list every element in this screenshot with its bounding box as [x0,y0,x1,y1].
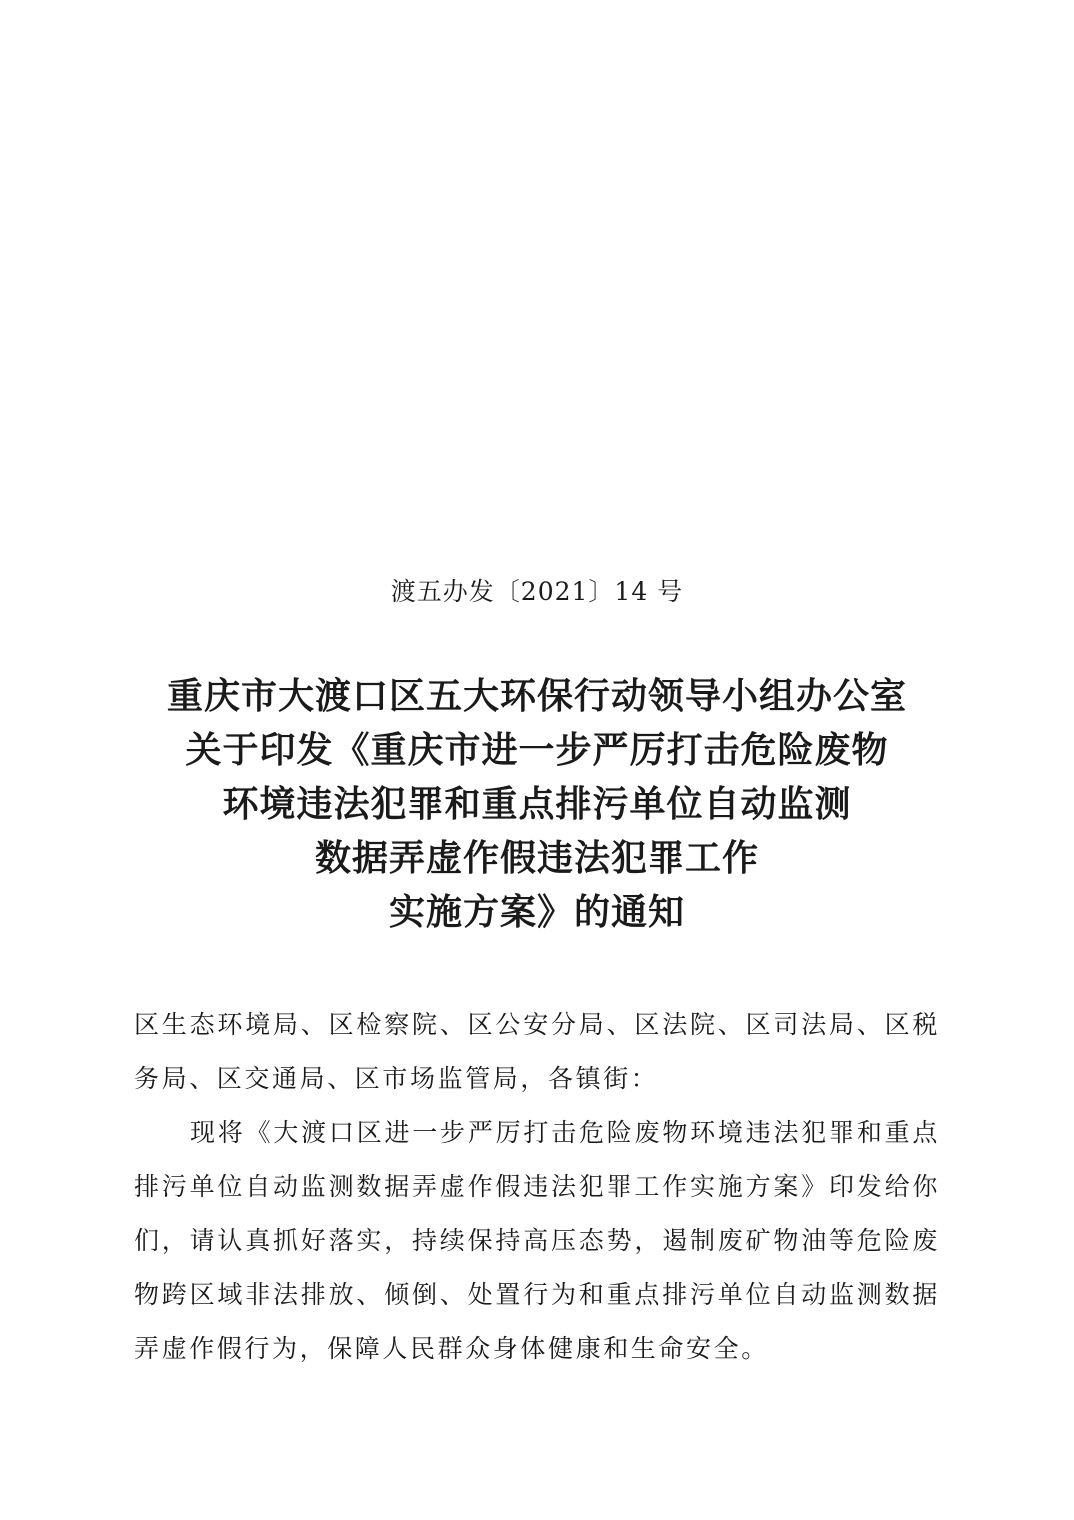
document-number: 渡五办发〔2021〕14 号 [390,577,684,606]
title-line-3: 环境违法犯罪和重点排污单位自动监测 [222,784,852,825]
title-line-5: 实施方案》的通知 [388,892,685,933]
recipients-paragraph: 区生态环境局、区检察院、区公安分局、区法院、区司法局、区税务局、区交通局、区市场监管局，各镇街： [134,1010,940,1093]
document-title [110,670,964,940]
document-body [134,998,940,1376]
title-line-1: 重庆市大渡口区五大环保行动领导小组办公室 [166,676,907,717]
title-line-2: 关于印发《重庆市进一步严厉打击危险废物 [185,730,889,771]
body-paragraph: 现将《大渡口区进一步严厉打击危险废物环境违法犯罪和重点排污单位自动监测数据弄虚作假违法犯罪工作实施方案》印发给你们，请认真抓好落实，持续保持高压态势，遏制废矿物油等危险废物跨区域非法排放、倾倒、处置行为和重点排污单位自动监测数据弄虚作假行为，保障人民群众身体健康和生命安全。 [134,1118,940,1363]
title-line-4: 数据弄虚作假违法犯罪工作 [314,838,759,879]
